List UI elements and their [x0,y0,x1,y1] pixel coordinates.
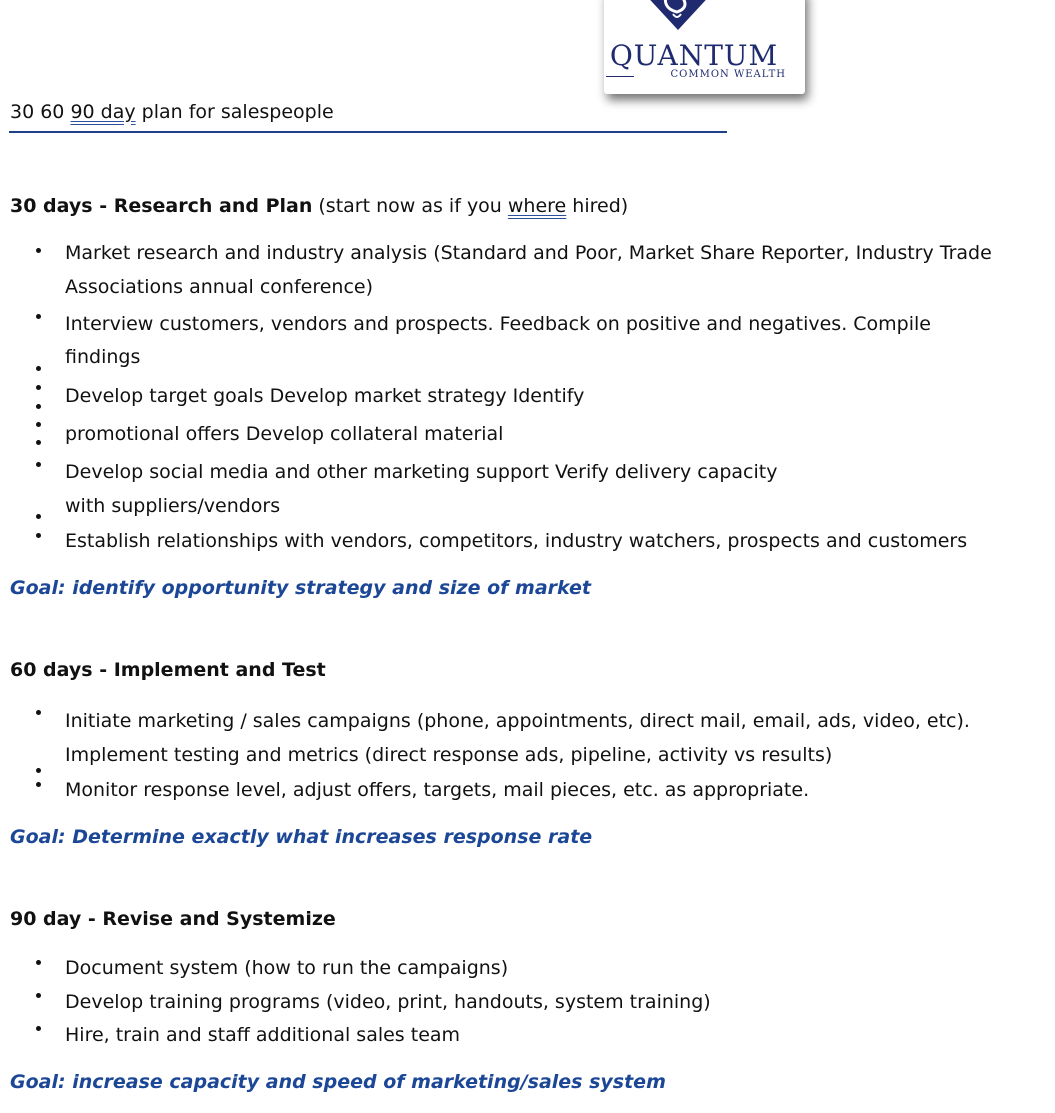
bullet-dot [36,366,41,371]
bullet-dot [36,710,41,715]
title-suffix: plan for salespeople [135,101,334,123]
list-item: findings [65,346,141,368]
list-item: Hire, train and staff additional sales team [65,1024,461,1046]
goal-statement: Goal: Determine exactly what increases response rate [10,826,593,848]
heading-note: (start now as if you [312,195,508,217]
list-item: Monitor response level, adjust offers, targets, mail pieces, etc. as appropriate. [65,779,810,801]
bullet-dot [36,404,41,409]
list-item: Develop target goals Develop market strategy Identify [65,385,585,407]
list-item: Develop training programs (video, print, handouts, system training) [65,991,711,1013]
title-underlined: 90 day [70,101,136,123]
bullet-dot [36,1026,41,1031]
bullet-dot [36,462,41,467]
logo-wordmark: QUANTUM [609,39,779,72]
diamond-logo-icon [637,0,719,30]
bullet-dot [36,248,41,253]
logo-rule [606,76,634,77]
list-item: Establish relationships with vendors, competitors, industry watchers, prospects and customers [65,530,968,552]
bullet-dot [36,960,41,965]
list-item: Document system (how to run the campaigns) [65,957,509,979]
heading-label: 30 days - Research and Plan [10,195,313,217]
logo-tagline: COMMON WEALTH [670,69,786,80]
list-item: Interview customers, vendors and prospects. Feedback on positive and negatives. Compile [65,313,931,335]
bullet-dot [36,385,41,390]
list-item: Associations annual conference) [65,276,374,298]
heading-note-underlined: where [507,195,567,217]
section-heading-30-days [10,195,628,217]
heading-label: 90 day - Revise and Systemize [10,908,336,930]
bullet-dot [36,314,41,319]
title-prefix: 30 60 [10,101,71,123]
bullet-dot [36,422,41,427]
list-item: Develop social media and other marketing support Verify delivery capacity [65,461,778,483]
list-item: with suppliers/vendors [65,495,281,517]
list-item: Initiate marketing / sales campaigns (phone, appointments, direct mail, email, ads, video, etc). [65,710,970,732]
section-heading-90-day [10,908,336,930]
section-heading-60-days [10,659,326,681]
document-title [10,101,334,123]
list-item: Market research and industry analysis (Standard and Poor, Market Share Reporter, Industry Trade [65,242,992,264]
heading-note-end: hired) [566,195,629,217]
heading-label: 60 days - Implement and Test [10,659,326,681]
list-item: promotional offers Develop collateral material [65,423,504,445]
bullet-dot [36,768,41,773]
bullet-dot [36,993,41,998]
bullet-dot [36,533,41,538]
bullet-dot [36,782,41,787]
goal-statement: Goal: increase capacity and speed of marketing/sales system [10,1071,666,1093]
bullet-dot [36,440,41,445]
list-item: Implement testing and metrics (direct response ads, pipeline, activity vs results) [65,744,833,766]
goal-statement: Goal: identify opportunity strategy and size of market [10,577,591,599]
bullet-dot [36,514,41,519]
title-divider [9,131,727,133]
